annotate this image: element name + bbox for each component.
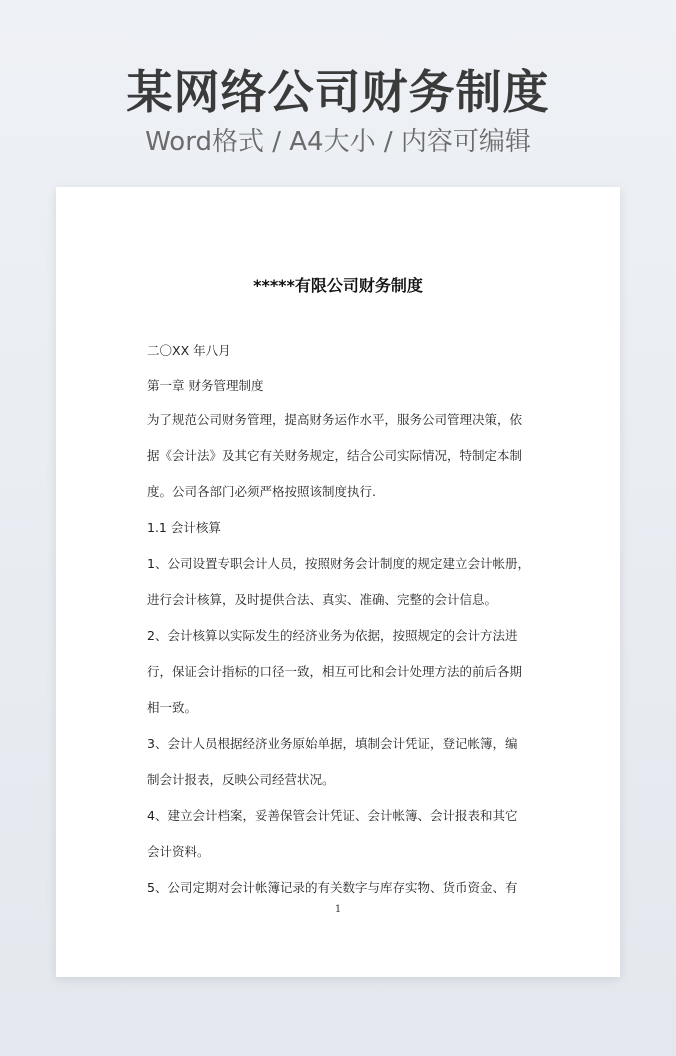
body-line: 5、公司定期对会计帐簿记录的有关数字与库存实物、货币资金、有 [147,880,518,895]
banner-title: 某网络公司财务制度 [126,65,550,119]
body-line: 会计资料。 [147,844,210,859]
body-line: 相一致。 [147,700,198,715]
body-line: 度。公司各部门必须严格按照该制度执行. [147,484,376,499]
chapter-heading: 第一章 财务管理制度 [147,378,264,393]
body-line: 制会计报表，反映公司经营状况。 [147,772,335,787]
page-number: 1 [334,904,342,915]
document-date: 二〇XX 年八月 [147,343,231,358]
body-line: 据《会计法》及其它有关财务规定，结合公司实际情况，特制定本制 [147,448,523,463]
banner [0,62,676,160]
document-page [56,187,620,977]
document-title: *****有限公司财务制度 [253,276,423,295]
body-line: 4、建立会计档案，妥善保管会计凭证、会计帐簿、会计报表和其它 [147,808,518,823]
document-body [147,341,531,906]
body-line: 3、会计人员根据经济业务原始单据，填制会计凭证，登记帐簿，编 [147,736,518,751]
body-line: 进行会计核算，及时提供合法、真实、准确、完整的会计信息。 [147,592,498,607]
banner-subtitle: Word格式 / A4大小 / 内容可编辑 [145,127,531,157]
body-line: 为了规范公司财务管理，提高财务运作水平，服务公司管理决策，依 [147,412,523,427]
body-line: 2、会计核算以实际发生的经济业务为依据，按照规定的会计方法进 [147,628,518,643]
body-line: 1、公司设置专职会计人员，按照财务会计制度的规定建立会计帐册， [147,556,530,571]
body-line: 行，保证会计指标的口径一致，相互可比和会计处理方法的前后各期 [147,664,523,679]
section-heading: 1.1 会计核算 [147,520,221,535]
